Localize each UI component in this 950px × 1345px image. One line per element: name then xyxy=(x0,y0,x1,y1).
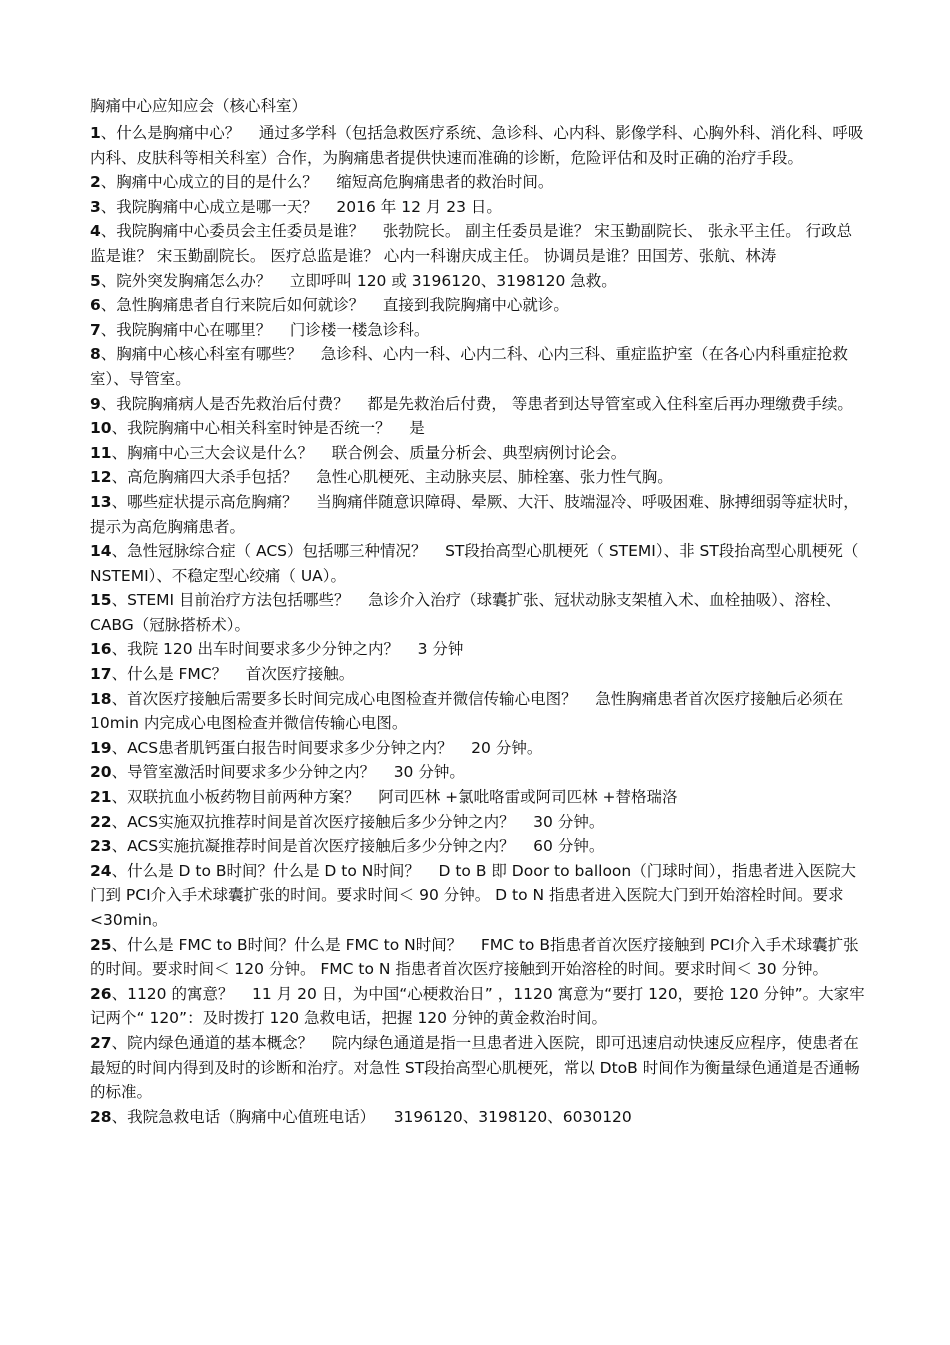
item-number: 21 xyxy=(90,788,112,807)
item-number: 3 xyxy=(90,197,101,216)
item-question: 、急性胸痛患者自行来院后如何就诊？ xyxy=(100,296,365,315)
item-question: 、高危胸痛四大杀手包括？ xyxy=(111,468,298,487)
item-number: 5 xyxy=(90,271,101,290)
item-question: 、导管室激活时间要求多少分钟之内？ xyxy=(111,763,376,782)
document-title: 胸痛中心应知应会（核心科室） xyxy=(90,97,308,115)
item-number: 27 xyxy=(90,1033,112,1052)
item-question: 、我院 120 出车时间要求多少分钟之内？ xyxy=(111,640,400,659)
item-answer: 当胸痛伴随意识障碍、晕厥、大汗、肢端湿冷、呼吸困难、脉搏细弱等症状时，提示为高危胸痛患者。 xyxy=(90,492,859,536)
item-number: 9 xyxy=(90,394,101,413)
item-number: 22 xyxy=(90,812,112,831)
item-question: 、院内绿色通道的基本概念？ xyxy=(111,1033,314,1052)
item-question: 、胸痛中心三大会议是什么？ xyxy=(111,443,314,462)
item-answer: 门诊楼一楼急诊科。 xyxy=(289,320,430,339)
item-number: 11 xyxy=(90,443,112,462)
item-number: 20 xyxy=(90,763,112,782)
item-answer: 20 分钟。 xyxy=(471,738,543,757)
item-question: 、ACS实施双抗推荐时间是首次医疗接触后多少分钟之内？ xyxy=(111,812,515,831)
item-answer: 直接到我院胸痛中心就诊。 xyxy=(382,296,569,315)
item-answer: 急诊介入治疗（球囊扩张、冠状动脉支架植入术、血栓抽吸）、溶栓、 CABG（冠脉搭桥术）。 xyxy=(90,591,841,634)
qa-item xyxy=(90,219,865,268)
qa-item xyxy=(90,736,865,761)
item-number: 17 xyxy=(90,665,112,684)
item-question: 、我院胸痛中心在哪里？ xyxy=(100,320,272,339)
qa-item xyxy=(90,1031,865,1105)
item-answer: ST段抬高型心肌梗死（ STEMI）、非 ST段抬高型心肌梗死（ NSTEMI）、不稳定型心绞痛（ UA）。 xyxy=(90,542,859,585)
qa-item xyxy=(90,687,865,736)
item-question: 、我院胸痛中心委员会主任委员是谁？ xyxy=(100,222,365,241)
qa-item xyxy=(90,269,865,294)
item-question: 、胸痛中心核心科室有哪些？ xyxy=(100,345,303,364)
item-question: 、我院胸痛病人是否先救治后付费？ xyxy=(100,394,349,413)
item-number: 7 xyxy=(90,320,101,339)
item-question: 、STEMI 目前治疗方法包括哪些？ xyxy=(111,591,350,610)
item-answer: 急性心肌梗死、主动脉夹层、肺栓塞、张力性气胸。 xyxy=(316,468,673,487)
qa-item xyxy=(90,662,865,687)
item-number: 19 xyxy=(90,738,112,757)
item-number: 8 xyxy=(90,345,101,364)
item-question: 、双联抗血小板药物目前两种方案？ xyxy=(111,788,360,807)
item-answer: 首次医疗接触。 xyxy=(245,665,355,684)
item-question: 、我院胸痛中心相关科室时钟是否统一？ xyxy=(111,419,391,438)
qa-item xyxy=(90,416,865,441)
qa-item xyxy=(90,441,865,466)
qa-item xyxy=(90,637,865,662)
qa-item xyxy=(90,834,865,859)
item-number: 13 xyxy=(90,492,112,511)
item-number: 18 xyxy=(90,689,112,708)
item-answer: 3 分钟 xyxy=(417,640,464,659)
item-question: 、首次医疗接触后需要多长时间完成心电图检查并微信传输心电图？ xyxy=(111,689,577,708)
item-answer: 都是先救治后付费， 等患者到达导管室或入住科室后再办理缴费手续。 xyxy=(367,394,853,413)
item-question: 、什么是 FMC？ xyxy=(111,665,228,684)
qa-item xyxy=(90,392,865,417)
qa-item xyxy=(90,318,865,343)
qa-item xyxy=(90,982,865,1031)
item-answer: D to B 即 Door to balloon（门球时间），指患者进入医院大门到 PCI介入手术球囊扩张的时间。要求时间＜ 90 分钟。 D to N 指患者进入医院大门到开始溶栓时间。要求 <30min。 xyxy=(90,861,856,929)
item-question: 、我院胸痛中心成立是哪一天？ xyxy=(100,197,318,216)
item-question: 、院外突发胸痛怎么办？ xyxy=(100,271,272,290)
item-number: 14 xyxy=(90,542,112,561)
item-answer: 3196120、3198120、6030120 xyxy=(393,1107,632,1126)
qa-item xyxy=(90,121,865,170)
qa-item xyxy=(90,490,865,539)
item-number: 25 xyxy=(90,935,112,954)
item-answer: 立即呼叫 120 或 3196120、3198120 急救。 xyxy=(289,271,617,290)
qa-item xyxy=(90,810,865,835)
item-question: 、胸痛中心成立的目的是什么？ xyxy=(100,173,318,192)
qa-item xyxy=(90,539,865,588)
item-number: 26 xyxy=(90,984,112,1003)
item-answer: 联合例会、质量分析会、典型病例讨论会。 xyxy=(331,443,627,462)
item-number: 15 xyxy=(90,591,112,610)
item-number: 12 xyxy=(90,468,112,487)
qa-item xyxy=(90,859,865,933)
item-question: 、什么是 D to B时间？什么是 D to N时间？ xyxy=(111,861,420,880)
item-answer: 2016 年 12 月 23 日。 xyxy=(336,197,502,216)
qa-item xyxy=(90,293,865,318)
item-answer: 缩短高危胸痛患者的救治时间。 xyxy=(336,173,554,192)
item-answer: 30 分钟。 xyxy=(393,763,465,782)
item-answer: 30 分钟。 xyxy=(533,812,605,831)
qa-item xyxy=(90,465,865,490)
item-answer: 急性胸痛患者首次医疗接触后必须在 10min 内完成心电图检查并微信传输心电图。 xyxy=(90,689,844,733)
item-number: 6 xyxy=(90,296,101,315)
item-question: 、什么是胸痛中心？ xyxy=(100,124,241,142)
item-number: 1 xyxy=(90,124,101,142)
item-question: 、ACS患者肌钙蛋白报告时间要求多少分钟之内？ xyxy=(111,738,453,757)
item-question: 、哪些症状提示高危胸痛？ xyxy=(111,492,298,511)
item-number: 28 xyxy=(90,1107,112,1126)
qa-item xyxy=(90,588,865,637)
item-question: 、ACS实施抗凝推荐时间是首次医疗接触后多少分钟之内？ xyxy=(111,837,515,856)
item-number: 2 xyxy=(90,173,101,192)
qa-item xyxy=(90,933,865,982)
item-number: 10 xyxy=(90,419,112,438)
item-answer: 院内绿色通道是指一旦患者进入医院，即可迅速启动快速反应程序，使患者在最短的时间内得到及时的诊断和治疗。对急性 ST段抬高型心肌梗死，常以 DtoB 时间作为衡量绿色通道是否通畅的标准。 xyxy=(90,1033,860,1102)
item-answer: 张勃院长。 副主任委员是谁？ 宋玉勤副院长、 张永平主任。 行政总监是谁？ 宋玉勤副院长。 医疗总监是谁？ 心内一科谢庆成主任。 协调员是谁？田国芳、张航、林涛 xyxy=(90,222,853,265)
qa-item xyxy=(90,342,865,391)
qa-item xyxy=(90,785,865,810)
item-number: 4 xyxy=(90,222,101,241)
item-answer: 通过多学科（包括急救医疗系统、急诊科、心内科、影像学科、心胸外科、消化科、呼吸内科、皮肤科等相关科室）合作，为胸痛患者提供快速而准确的诊断，危险评估和及时正确的治疗手段。 xyxy=(90,124,864,167)
item-number: 23 xyxy=(90,837,112,856)
item-question: 、什么是 FMC to B时间？什么是 FMC to N时间？ xyxy=(111,935,463,954)
qa-item xyxy=(90,170,865,195)
qa-item xyxy=(90,760,865,785)
item-question: 、急性冠脉综合症（ ACS）包括哪三种情况？ xyxy=(111,542,427,561)
item-question: 、1120 的寓意？ xyxy=(111,984,234,1003)
qa-list xyxy=(90,121,865,1129)
item-answer: 急诊科、心内一科、心内二科、心内三科、重症监护室（在各心内科重症抢救室）、导管室。 xyxy=(90,345,848,388)
qa-item xyxy=(90,1105,865,1130)
item-answer: 11 月 20 日，为中国“心梗救治日” ，1120 寓意为“要打 120，要抢 120 分钟”。大家牢记两个“ 120”：及时拨打 120 急救电话，把握 120 分钟的黄金救治时间。 xyxy=(90,984,865,1028)
item-number: 24 xyxy=(90,861,112,880)
item-answer: 阿司匹林 +氯吡咯雷或阿司匹林 +替格瑞洛 xyxy=(378,788,678,807)
item-number: 16 xyxy=(90,640,112,659)
item-question: 、我院急救电话（胸痛中心值班电话） xyxy=(111,1107,376,1126)
item-answer: 是 xyxy=(409,419,425,438)
item-answer: 60 分钟。 xyxy=(533,837,605,856)
qa-item xyxy=(90,195,865,220)
item-answer: FMC to B指患者首次医疗接触到 PCI介入手术球囊扩张的时间。要求时间＜ 120 分钟。 FMC to N 指患者首次医疗接触到开始溶栓的时间。要求时间＜ 30 分钟。 xyxy=(90,935,859,979)
